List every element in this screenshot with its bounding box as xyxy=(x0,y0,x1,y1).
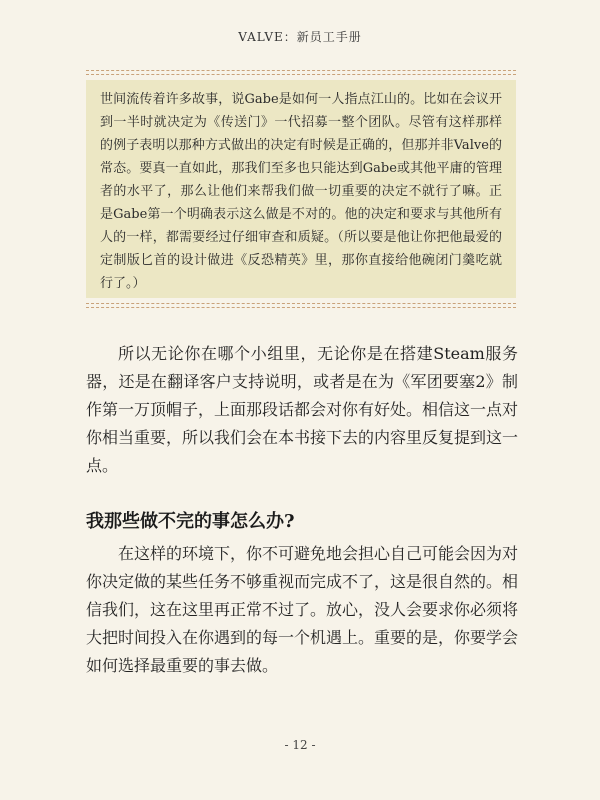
section-heading: 我那些做不完的事怎么办? xyxy=(86,511,295,532)
body-paragraph-2: 在这样的环境下，你不可避免地会担心自己可能会因为对你决定做的某些任务不够重视而完成不了，这是很自然的。相信我们，这在这里再正常不过了。放心，没人会要求你必须将大把时间投入在你遇到的每一个机遇上。重要的是，你要学会如何选择最重要的事去做。 xyxy=(86,544,519,675)
sidebar-top-rule xyxy=(86,70,516,75)
sidebar-text: 世间流传着许多故事，说Gabe是如何一人指点江山的。比如在会议开到一半时就决定为《传送门》一代招募一整个团队。尽管有这样那样的例子表明以那种方式做出的决定有时候是正确的，但那并非Valve的常态。要真一直如此，那我们至多也只能达到Gabe或其他平庸的管理者的水平了，那么让他们来帮我们做一切重要的决定不就行了嘛。正是Gabe第一个明确表示这么做是不对的。他的决定和要求与其他所有人的一样，都需要经过仔细审查和质疑。（所以要是他让你把他最爱的定制版匕首的设计做进《反恐精英》里，那你直接给他碗闭门羹吃就行了。） xyxy=(100,92,502,291)
body-paragraph-1: 所以无论你在哪个小组里，无论你是在搭建Steam服务器，还是在翻译客户支持说明，或者是在为《军团要塞2》制作第一万顶帽子，上面那段话都会对你有好处。相信这一点对你相当重要，所以我们会在本书接下去的内容里反复提到这一点。 xyxy=(86,344,519,475)
running-header: VALVE：新员工手册 xyxy=(238,30,362,44)
sidebar-box xyxy=(86,80,516,298)
page-number: - 12 - xyxy=(284,738,316,752)
sidebar-bottom-rule xyxy=(86,303,516,308)
